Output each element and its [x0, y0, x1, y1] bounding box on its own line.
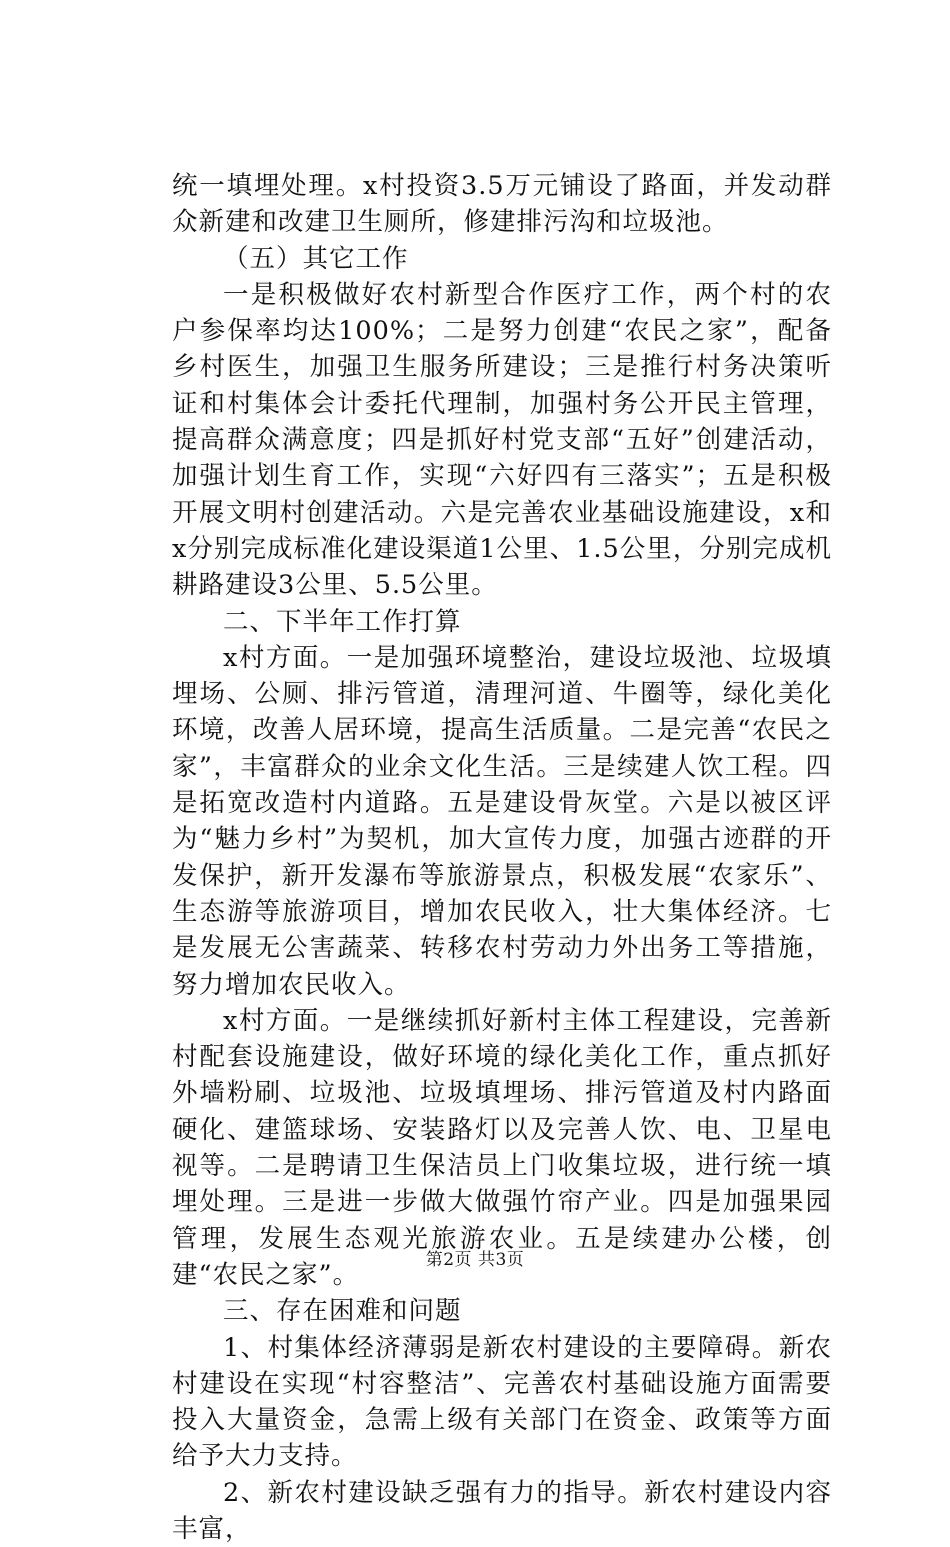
paragraph-difficulty-2: 2、新农村建设缺乏强有力的指导。新农村建设内容丰富，	[172, 1477, 832, 1544]
paragraph-difficulty-1: 1、村集体经济薄弱是新农村建设的主要障碍。新农村建设在实现“村容整洁”、完善农村基础设施方面需要投入大量资金，急需上级有关部门在资金、政策等方面给予大力支持。	[172, 1332, 832, 1472]
section-heading-second-half-plan: 二、下半年工作打算	[223, 606, 462, 637]
section-heading-difficulties: 三、存在困难和问题	[223, 1296, 462, 1327]
paragraph-other-work: 一是积极做好农村新型合作医疗工作，两个村的农户参保率均达100%；二是努力创建“农民之家”，配备乡村医生，加强卫生服务所建设；三是推行村务决策听证和村集体会计委托代理制，加强村务公开民主管理，提高群众满意度；四是抓好村党支部“五好”创建活动，加强计划生育工作，实现“六好四有三落实”；五是积极开展文明村创建活动。六是完善农业基础设施建设，x和x分别完成标准化建设渠道1公里、1.5公里，分别完成机耕路建设3公里、5.5公里。	[172, 279, 832, 601]
paragraph-continuation: 统一填埋处理。x村投资3.5万元铺设了路面，并发动群众新建和改建卫生厕所，修建排污沟和垃圾池。	[172, 171, 832, 238]
paragraph-village-plan-2: x村方面。一是继续抓好新村主体工程建设，完善新村配套设施建设，做好环境的绿化美化工作，重点抓好外墙粉刷、垃圾池、垃圾填埋场、排污管道及村内路面硬化、建篮球场、安装路灯以及完善人饮、电、卫星电视等。二是聘请卫生保洁员上门收集垃圾，进行统一填埋处理。三是进一步做大做强竹帘产业。四是加强果园管理，发展生态观光旅游农业。五是续建办公楼，创建“农民之家”。	[172, 1005, 832, 1290]
page-footer	[0, 1245, 950, 1270]
paragraph-village-plan-1: x村方面。一是加强环境整治，建设垃圾池、垃圾填埋场、公厕、排污管道，清理河道、牛圈等，绿化美化环境，改善人居环境，提高生活质量。二是完善“农民之家”，丰富群众的业余文化生活。三是续建人饮工程。四是拓宽改造村内道路。五是建设骨灰堂。六是以被区评为“魅力乡村”为契机，加大宣传力度，加强古迹群的开发保护，新开发瀑布等旅游景点，积极发展“农家乐”、生态游等旅游项目，增加农民收入，壮大集体经济。七是发展无公害蔬菜、转移农村劳动力外出务工等措施，努力增加农民收入。	[172, 642, 832, 1000]
document-body	[172, 168, 832, 1547]
page-number-label: 第2页 共3页	[425, 1250, 525, 1270]
section-heading-other-work: （五）其它工作	[223, 243, 409, 274]
